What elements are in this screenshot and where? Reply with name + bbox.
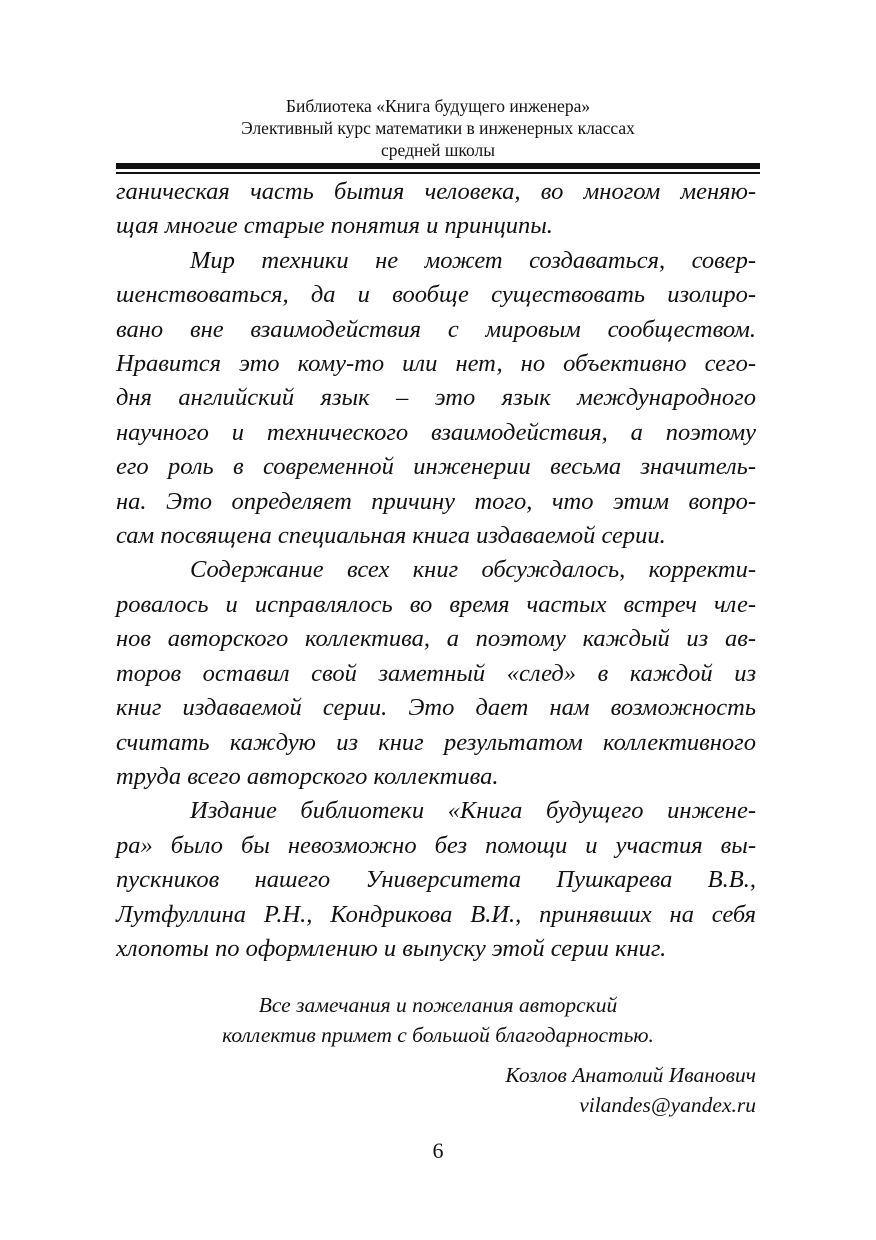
text-line: считать каждую из книг результатом коллективного [116, 728, 756, 756]
text-line: книг издаваемой серии. Это дает нам возможность [116, 694, 756, 722]
page-number: 6 [432, 1138, 444, 1163]
header-rule-thick [116, 163, 760, 169]
text-line: торов оставил свой заметный «след» в каждой из [116, 659, 756, 687]
text-line: нов авторского коллектива, а поэтому каждый из ав- [116, 625, 756, 653]
text-line: Нравится это кому-то или нет, но объективно сего- [116, 350, 756, 378]
text-line: пускников нашего Университета Пушкарева В.В., [116, 866, 756, 894]
author-signature [505, 1060, 756, 1120]
text-line: шенствоваться, да и вообще существовать изолиро- [116, 281, 756, 309]
text-line: научного и технического взаимодействия, а поэтому [116, 418, 756, 446]
main-text [116, 175, 756, 966]
text-line: вано вне взаимодействия с мировым сообществом. [116, 315, 756, 343]
text-line: Мир техники не может создаваться, совер- [190, 246, 756, 274]
text-line: ра» было бы невозможно без помощи и участия вы- [116, 831, 756, 859]
text-line: Лутфуллина Р.Н., Кондрикова В.И., принявших на себя [116, 900, 756, 928]
text-line: на. Это определяет причину того, что этим вопро- [116, 487, 756, 515]
text-line: ганическая часть бытия человека, во многом меняю- [116, 178, 756, 205]
note-line-1: Все замечания и пожелания авторский [258, 993, 618, 1017]
text-line: труда всего авторского коллектива. [116, 762, 499, 790]
note-line-2: коллектив примет с большой благодарностью. [222, 1023, 654, 1047]
text-line: Содержание всех книг обсуждалось, корректи- [190, 556, 756, 584]
text-line: ровалось и исправлялось во время частых встреч чле- [116, 590, 756, 618]
text-line: щая многие старые понятия и принципы. [116, 212, 553, 240]
header-line-1: Библиотека «Книга будущего инженера» [285, 96, 591, 116]
header-line-3: средней школы [381, 140, 495, 160]
text-line: сам посвящена специальная книга издаваемой серии. [116, 522, 666, 550]
text-line: хлопоты по оформлению и выпуску этой серии книг. [116, 934, 667, 962]
running-header [116, 95, 760, 161]
author-name: Козлов Анатолий Иванович [505, 1063, 756, 1087]
closing-note [116, 990, 760, 1050]
header-line-2: Элективный курс математики в инженерных классах [241, 118, 635, 138]
author-email: vilandes@yandex.ru [579, 1093, 756, 1117]
text-line: Издание библиотеки «Книга будущего инжене- [190, 797, 756, 825]
header-rule-thin [116, 172, 760, 174]
text-line: дня английский язык – это язык международного [116, 384, 756, 412]
text-line: его роль в современной инженерии весьма значитель- [116, 453, 756, 481]
